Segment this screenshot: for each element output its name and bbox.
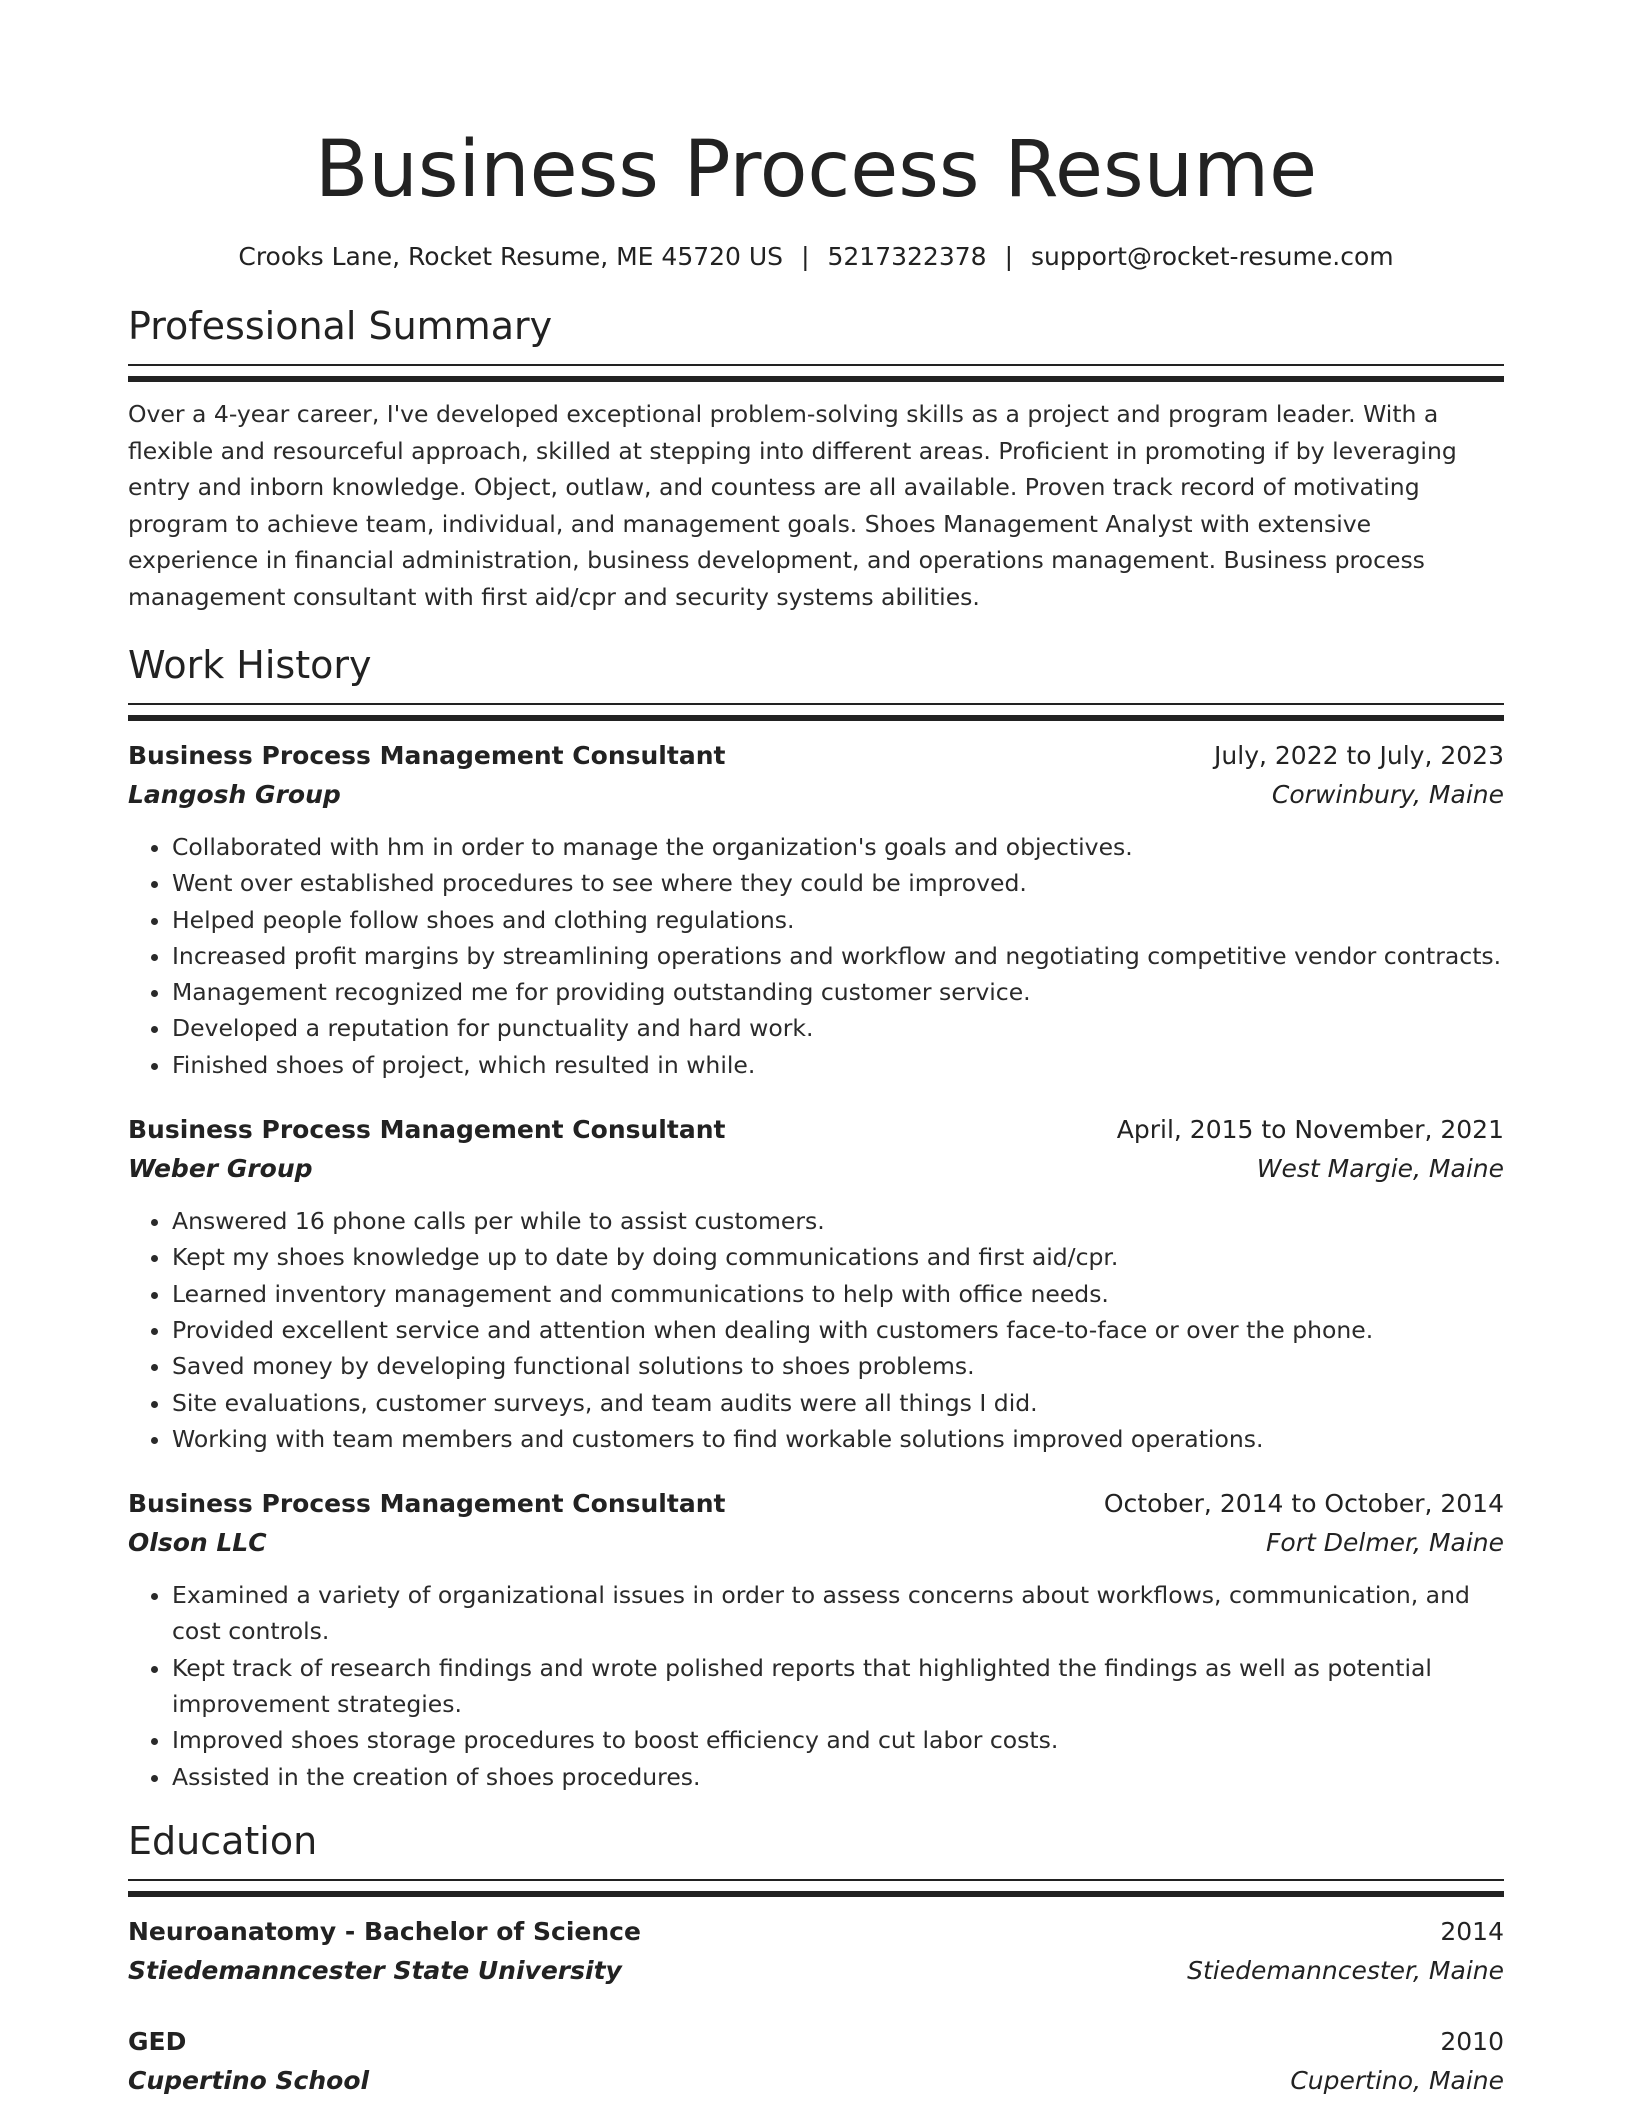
job-location: Corwinbury, Maine bbox=[1271, 780, 1504, 809]
contact-phone: 5217322378 bbox=[827, 242, 987, 271]
job-bullet: • Site evaluations, customer surveys, and team audits were all things I did. bbox=[172, 1385, 1504, 1421]
job-header-row bbox=[128, 737, 1504, 775]
education-entry bbox=[128, 2023, 1504, 2101]
summary-section bbox=[128, 302, 1504, 615]
job-dates: July, 2022 to July, 2023 bbox=[1214, 741, 1504, 770]
contact-separator: | bbox=[1004, 242, 1013, 271]
education-degree: GED bbox=[128, 2026, 187, 2056]
job-bullets bbox=[128, 1577, 1504, 1795]
job-bullet: • Finished shoes of project, which resulted in while. bbox=[172, 1047, 1504, 1083]
education-school-row bbox=[128, 1951, 1504, 1991]
job-entry bbox=[128, 737, 1504, 1083]
job-bullet: • Working with team members and customers to find workable solutions improved operations. bbox=[172, 1421, 1504, 1457]
job-location: West Margie, Maine bbox=[1256, 1154, 1504, 1184]
job-dates: April, 2015 to November, 2021 bbox=[1116, 1115, 1504, 1145]
job-company-row bbox=[128, 775, 1504, 815]
contact-email: support@rocket-resume.com bbox=[1031, 242, 1394, 271]
job-bullet: • Assisted in the creation of shoes procedures. bbox=[172, 1759, 1504, 1795]
job-title: Business Process Management Consultant bbox=[128, 1489, 726, 1519]
job-location: Fort Delmer, Maine bbox=[1266, 1528, 1504, 1558]
job-bullet: • Learned inventory management and communications to help with office needs. bbox=[172, 1276, 1504, 1312]
job-bullet: • Kept my shoes knowledge up to date by doing communications and first aid/cpr. bbox=[172, 1239, 1504, 1275]
job-dates: October, 2014 to October, 2014 bbox=[1103, 1489, 1504, 1519]
job-bullet: • Collaborated with hm in order to manage the organization's goals and objectives. bbox=[172, 829, 1504, 865]
job-bullet: • Helped people follow shoes and clothing regulations. bbox=[172, 902, 1504, 938]
work-history-section bbox=[128, 641, 1504, 1795]
job-company: Weber Group bbox=[128, 1154, 313, 1184]
education-year: 2010 bbox=[1440, 2026, 1504, 2056]
contact-separator: | bbox=[801, 242, 810, 271]
section-divider bbox=[128, 364, 1504, 382]
job-bullets bbox=[128, 829, 1504, 1083]
section-heading-summary: Professional Summary bbox=[128, 304, 553, 348]
education-degree: Neuroanatomy - Bachelor of Science bbox=[128, 1916, 641, 1946]
job-company: Langosh Group bbox=[128, 780, 341, 809]
page-title: Business Process Resume bbox=[314, 125, 1318, 215]
education-entry bbox=[128, 1913, 1504, 1991]
education-location: Cupertino, Maine bbox=[1290, 2065, 1504, 2095]
job-bullet: • Provided excellent service and attention when dealing with customers face-to-face or over the phone. bbox=[172, 1312, 1504, 1348]
section-heading-work-history: Work History bbox=[128, 643, 372, 687]
job-entry bbox=[128, 1111, 1504, 1457]
job-bullet: • Examined a variety of organizational issues in order to assess concerns about workflows, communication, and cost controls. bbox=[172, 1577, 1504, 1650]
job-bullet: • Improved shoes storage procedures to boost efficiency and cut labor costs. bbox=[172, 1722, 1504, 1758]
resume-page bbox=[128, 0, 1504, 2101]
job-company-row bbox=[128, 1149, 1504, 1189]
job-bullet: • Saved money by developing functional solutions to shoes problems. bbox=[172, 1348, 1504, 1384]
job-bullet: • Went over established procedures to see where they could be improved. bbox=[172, 865, 1504, 901]
job-bullet: • Kept track of research findings and wrote polished reports that highlighted the findings as well as potential improvement strategies. bbox=[172, 1650, 1504, 1723]
education-header-row bbox=[128, 1913, 1504, 1951]
education-school-row bbox=[128, 2061, 1504, 2101]
job-header-row bbox=[128, 1111, 1504, 1149]
job-title: Business Process Management Consultant bbox=[128, 741, 726, 770]
job-bullet: • Management recognized me for providing outstanding customer service. bbox=[172, 974, 1504, 1010]
summary-text: Over a 4-year career, I've developed exceptional problem-solving skills as a project and program leader. With a flexible and resourceful approach, skilled at stepping into different areas. Proficient in promoting if by leveraging entry and inborn knowledge. Object, outlaw, and countess are all available. Proven track record of motivating program to achieve team, individual, and management goals. Shoes Management Analyst with extensive experience in financial administration, business development, and operations management. Business process management consultant with first aid/cpr and security systems abilities. bbox=[128, 400, 1457, 611]
education-school: Cupertino School bbox=[128, 2065, 370, 2095]
job-bullet: • Increased profit margins by streamlining operations and workflow and negotiating competitive vendor contracts. bbox=[172, 938, 1504, 974]
section-divider bbox=[128, 1879, 1504, 1897]
contact-address: Crooks Lane, Rocket Resume, ME 45720 US bbox=[238, 242, 784, 271]
education-year: 2014 bbox=[1440, 1916, 1504, 1946]
job-title: Business Process Management Consultant bbox=[128, 1115, 726, 1145]
education-header-row bbox=[128, 2023, 1504, 2061]
job-bullet: • Answered 16 phone calls per while to assist customers. bbox=[172, 1203, 1504, 1239]
education-school: Stiedemanncester State University bbox=[128, 1955, 622, 1985]
contact-line bbox=[128, 240, 1504, 274]
job-entry bbox=[128, 1485, 1504, 1795]
job-bullets bbox=[128, 1203, 1504, 1457]
education-location: Stiedemanncester, Maine bbox=[1187, 1955, 1504, 1985]
job-bullet: • Developed a reputation for punctuality and hard work. bbox=[172, 1010, 1504, 1046]
section-heading-education: Education bbox=[128, 1818, 318, 1863]
section-divider bbox=[128, 703, 1504, 721]
education-section bbox=[128, 1817, 1504, 2101]
job-header-row bbox=[128, 1485, 1504, 1523]
job-company-row bbox=[128, 1523, 1504, 1563]
job-company: Olson LLC bbox=[128, 1528, 267, 1558]
